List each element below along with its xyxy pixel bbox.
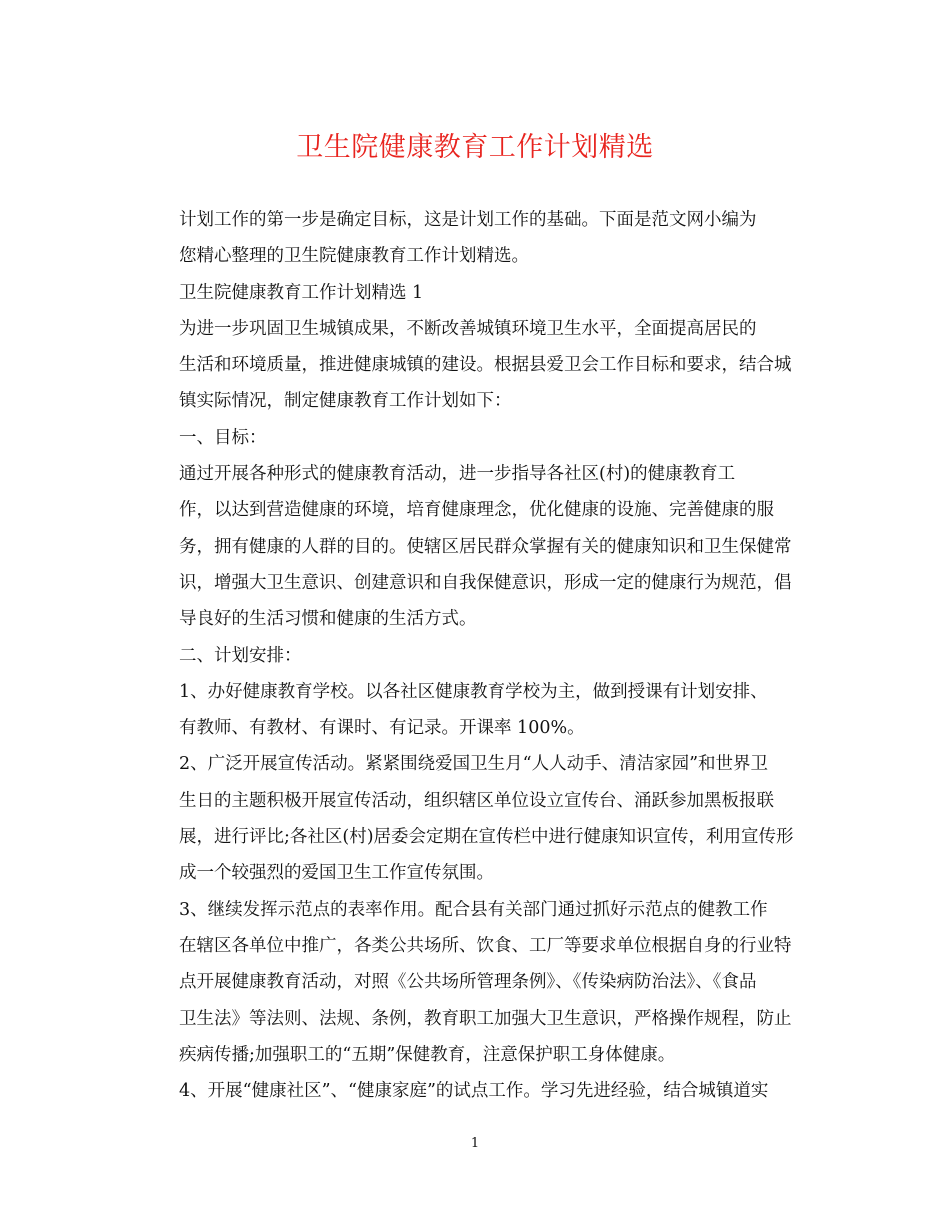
document-body [144,202,806,1109]
text-line: 导良好的生活习惯和健康的生活方式。 [179,609,477,630]
text-line: 1、办好健康教育学校。以各社区健康教育学校为主，做到授课有计划安排、 [179,681,768,702]
text-line: 二、计划安排： [179,645,302,666]
text-line: 一、目标： [179,427,267,448]
intro-paragraph [144,202,806,275]
purpose-paragraph [144,311,806,420]
text-line: 在辖区各单位中推广，各类公共场所、饮食、工厂等要求单位根据自身的行业特 [179,935,792,956]
text-line: 点开展健康教育活动，对照《公共场所管理条例》、《传染病防治法》、《食品 [179,972,757,993]
text-line: 疾病传播;加强职工的“五期”保健教育，注意保护职工身体健康。 [179,1044,676,1065]
text-line: 2、广泛开展宣传活动。紧紧围绕爱国卫生月“人人动手、清洁家园”和世界卫 [179,754,769,775]
document-title: 卫生院健康教育工作计划精选 [296,132,654,163]
plan-item-1 [144,674,806,747]
text-line: 4、开展“健康社区”、“健康家庭”的试点工作。学习先进经验，结合城镇道实 [179,1081,769,1102]
text-line: 通过开展各种形式的健康教育活动，进一步指导各社区(村)的健康教育工 [179,464,736,485]
text-line: 卫生院健康教育工作计划精选 1 [179,282,424,303]
text-line: 作，以达到营造健康的环境，培育健康理念，优化健康的设施、完善健康的服 [179,500,774,521]
text-line: 生日的主题积极开展宣传活动，组织辖区单位设立宣传台、涌跃参加黑板报联 [179,790,774,811]
text-line: 生活和环境质量，推进健康城镇的建设。根据县爱卫会工作目标和要求，结合城 [179,355,792,376]
goals-paragraph [144,456,806,637]
plan-item-3 [144,892,806,1073]
plan-item-4 [144,1073,806,1109]
heading-plan [144,638,806,674]
text-line: 务，拥有健康的人群的目的。使辖区居民群众掌握有关的健康知识和卫生保健常 [179,536,792,557]
text-line: 有教师、有教材、有课时、有记录。开课率 100%。 [179,718,585,739]
plan-item-2 [144,746,806,891]
text-line: 3、继续发挥示范点的表率作用。配合县有关部门通过抓好示范点的健教工作 [179,899,768,920]
text-line: 镇实际情况，制定健康教育工作计划如下： [179,391,512,412]
text-line: 卫生法》等法则、法规、条例，教育职工加强大卫生意识，严格操作规程，防止 [179,1008,792,1029]
text-line: 识，增强大卫生意识、创建意识和自我保健意识，形成一定的健康行为规范，倡 [179,572,792,593]
text-line: 展，进行评比;各社区(村)居委会定期在宣传栏中进行健康知识宣传，利用宣传形 [179,827,794,848]
text-line: 成一个较强烈的爱国卫生工作宣传氛围。 [179,863,494,884]
text-line: 为进一步巩固卫生城镇成果，不断改善城镇环境卫生水平，全面提高居民的 [179,318,757,339]
text-line: 计划工作的第一步是确定目标，这是计划工作的基础。下面是范文网小编为 [179,210,757,230]
heading-goals [144,420,806,456]
section-subtitle [144,275,806,311]
page-number: 1 [470,1136,480,1151]
text-line: 您精心整理的卫生院健康教育工作计划精选。 [179,246,529,267]
